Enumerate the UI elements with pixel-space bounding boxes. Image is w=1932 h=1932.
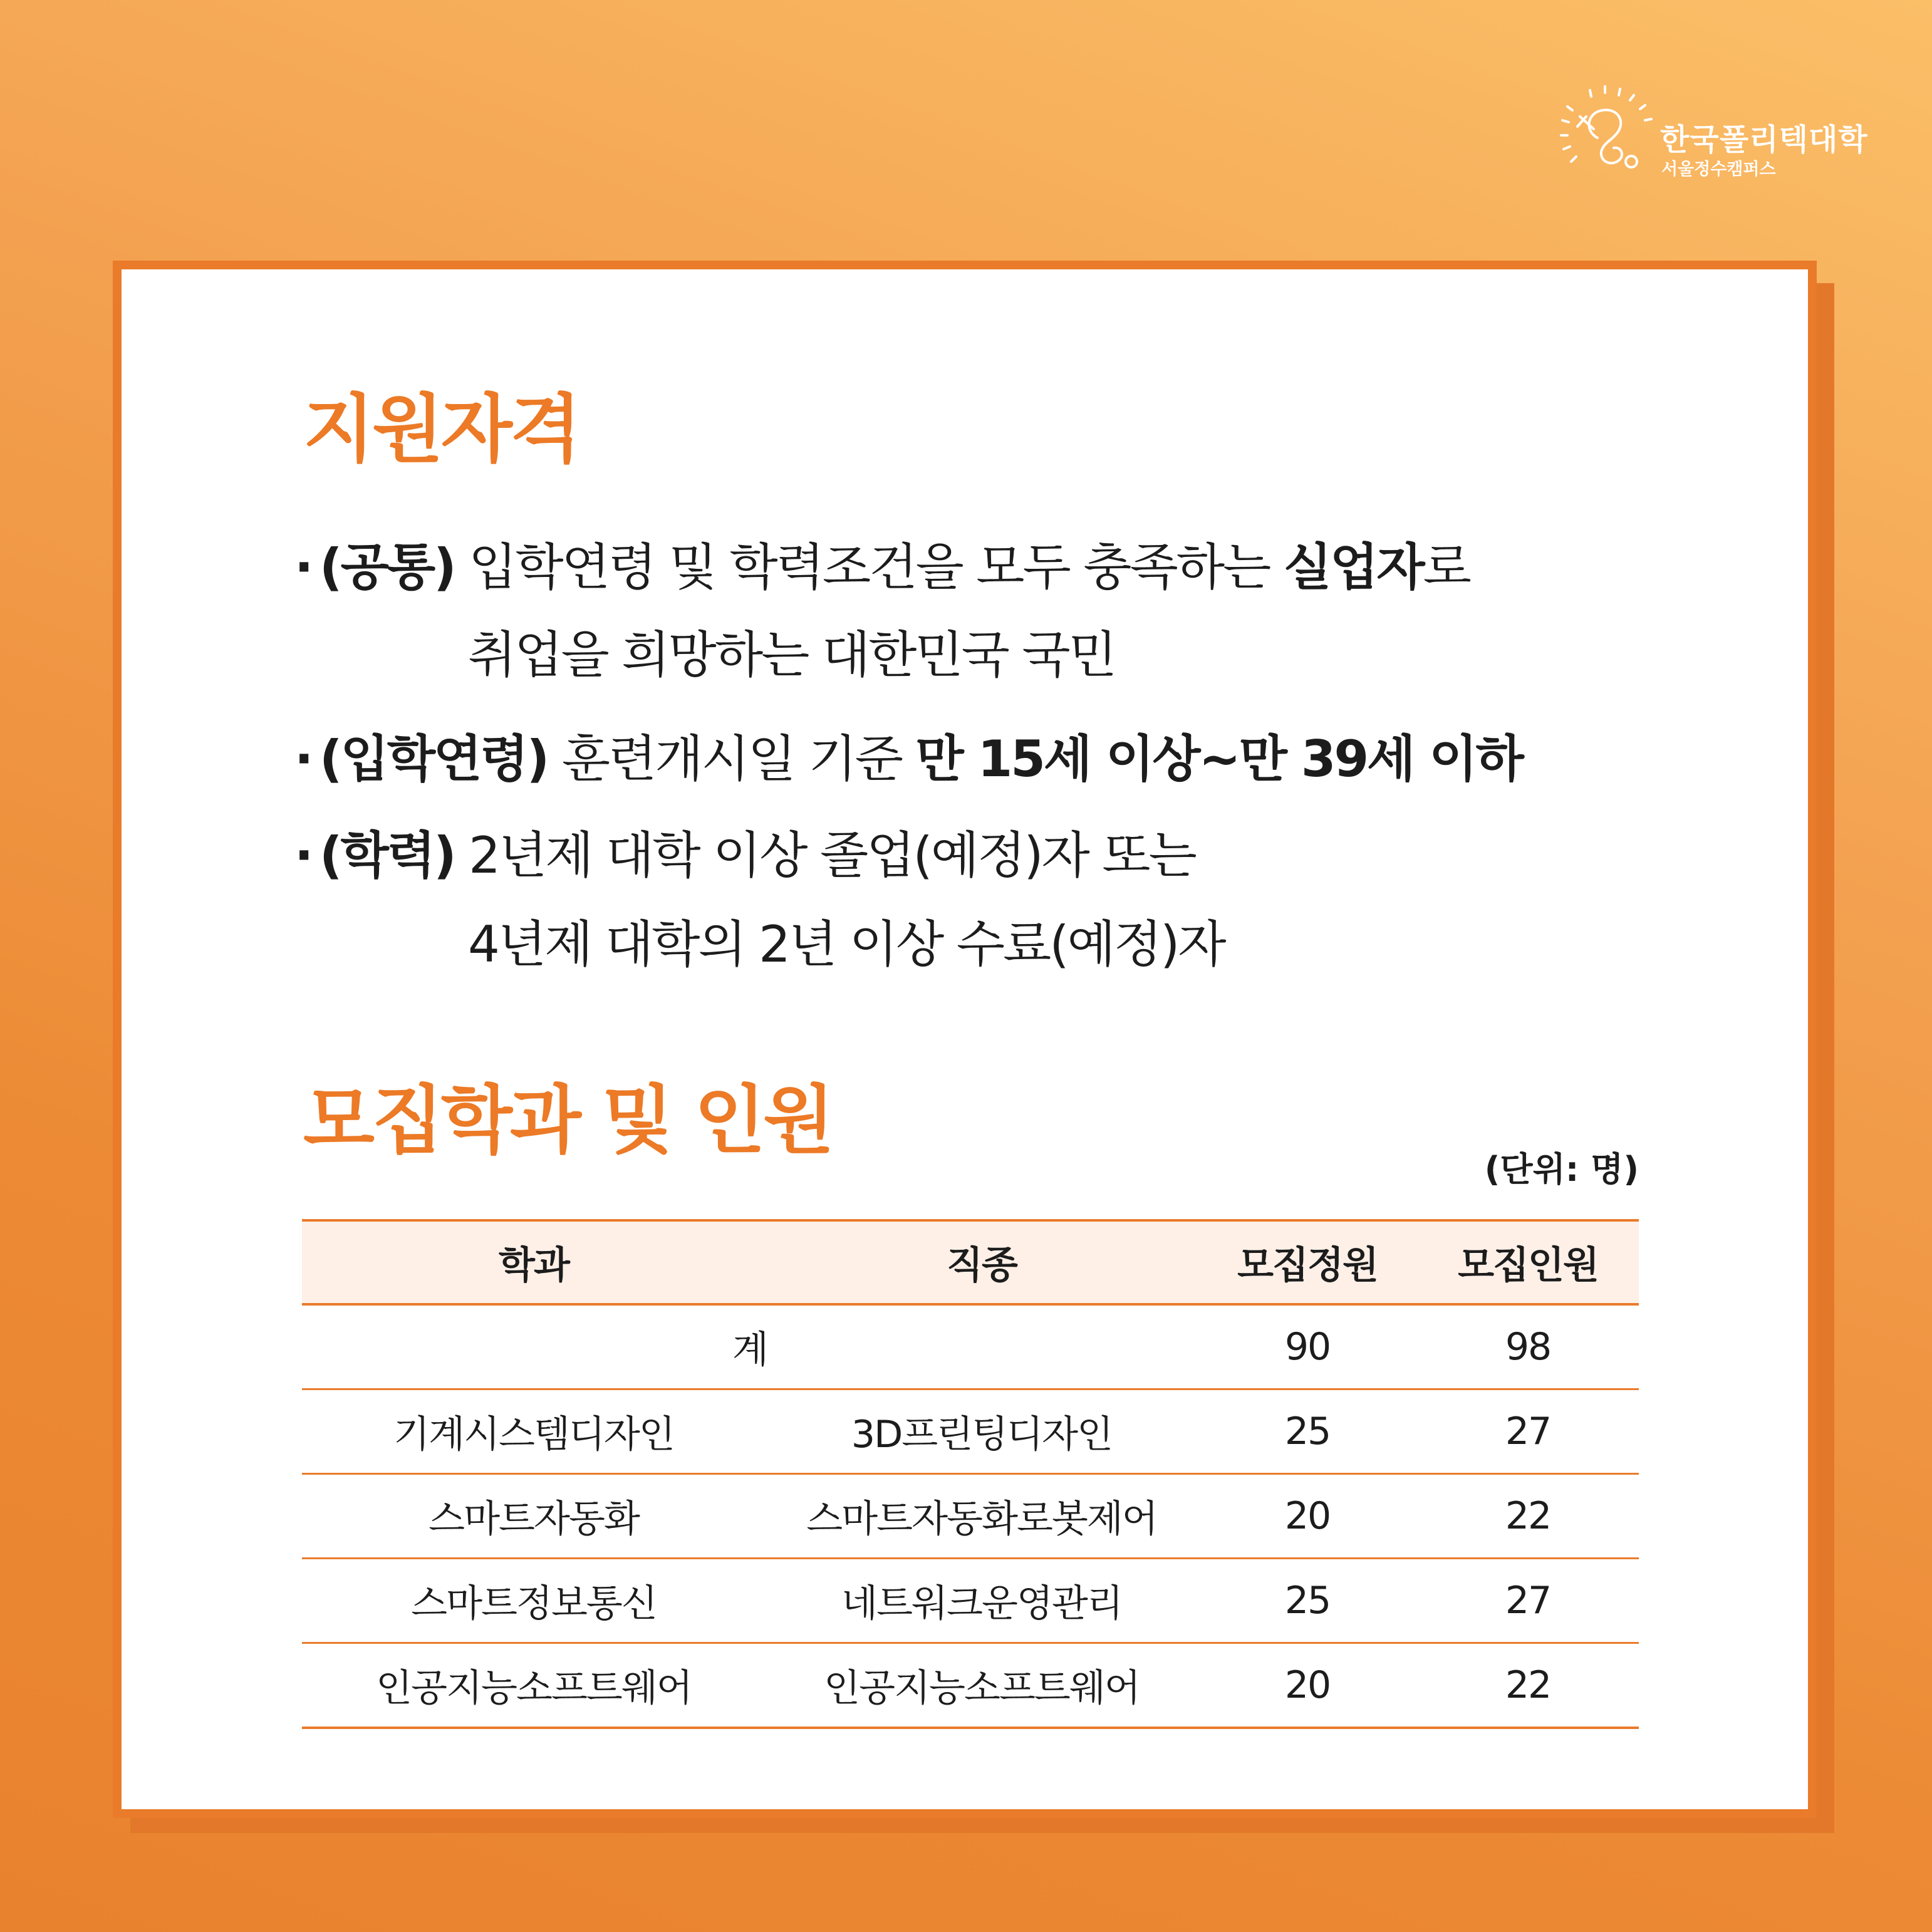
logo-campus: 서울정수캠퍼스: [1661, 160, 1776, 179]
cell-dept: 스마트정보통신: [302, 1559, 766, 1643]
item-key: (입학연령): [319, 730, 548, 788]
eligibility-item-education-continuation: 4년제 대학의 2년 이상 수료(예정)자: [468, 915, 1225, 974]
header-job: 직종: [766, 1220, 1198, 1304]
cell-capacity: 20: [1198, 1474, 1417, 1559]
info-card: [113, 261, 1817, 1818]
item-key: (학력): [319, 826, 455, 885]
unit-label: (단위: 명): [1484, 1150, 1639, 1189]
cell-job: 네트워크운영관리: [766, 1559, 1198, 1643]
eligibility-item-common: [294, 536, 1470, 599]
header-capacity: 모집정원: [1198, 1220, 1417, 1304]
cell-dept: 기계시스템디자인: [302, 1389, 766, 1474]
recruitment-table: [302, 1219, 1639, 1729]
eligibility-item-age: [294, 728, 1522, 791]
item-text-end: 로: [1423, 538, 1470, 596]
item-key: (공통): [319, 538, 455, 596]
cell-capacity: 20: [1198, 1643, 1417, 1728]
item-text: 2년제 대학 이상 졸업(예정)자 또는: [469, 826, 1195, 885]
cell-job: 인공지능소프트웨어: [766, 1643, 1198, 1728]
table-row-total: [302, 1304, 1639, 1389]
eligibility-title: 지원자격: [303, 386, 579, 472]
cell-recruit: 22: [1417, 1474, 1639, 1559]
cell-recruit: 22: [1417, 1643, 1639, 1728]
cell-capacity: 25: [1198, 1389, 1417, 1474]
cell-recruit: 27: [1417, 1559, 1639, 1643]
item-emphasis: 실업자: [1283, 538, 1423, 596]
total-capacity: 90: [1198, 1304, 1417, 1389]
item-text: 훈련개시일 기준: [561, 730, 916, 788]
cell-dept: 스마트자동화: [302, 1474, 766, 1559]
logo-name: 한국폴리텍대학: [1660, 122, 1868, 157]
total-recruit: 98: [1417, 1304, 1639, 1389]
cell-job: 스마트자동화로봇제어: [766, 1474, 1198, 1559]
bullet: ·: [294, 826, 312, 885]
logo: [1554, 81, 1879, 182]
cell-recruit: 27: [1417, 1389, 1639, 1474]
bullet: ·: [294, 538, 312, 596]
table-row: [302, 1559, 1639, 1643]
recruitment-title: 모집학과 및 인원: [303, 1077, 833, 1163]
header-dept: 학과: [302, 1220, 766, 1304]
table-row: [302, 1474, 1639, 1559]
table-row: [302, 1643, 1639, 1728]
item-emphasis: 만 15세 이상~만 39세 이하: [915, 730, 1522, 788]
cell-capacity: 25: [1198, 1559, 1417, 1643]
bullet: ·: [294, 730, 312, 788]
header-recruit: 모집인원: [1417, 1220, 1639, 1304]
table-row: [302, 1389, 1639, 1474]
total-label: 계: [302, 1304, 1198, 1389]
table-header-row: [302, 1220, 1639, 1304]
item-text: 입학연령 및 학력조건을 모두 충족하는: [469, 538, 1284, 596]
eligibility-item-education: [294, 824, 1195, 887]
cell-dept: 인공지능소프트웨어: [302, 1643, 766, 1728]
cell-job: 3D프린팅디자인: [766, 1389, 1198, 1474]
eligibility-item-common-continuation: 취업을 희망하는 대한민국 국민: [468, 626, 1115, 684]
polytech-torch-icon: [1554, 81, 1660, 182]
